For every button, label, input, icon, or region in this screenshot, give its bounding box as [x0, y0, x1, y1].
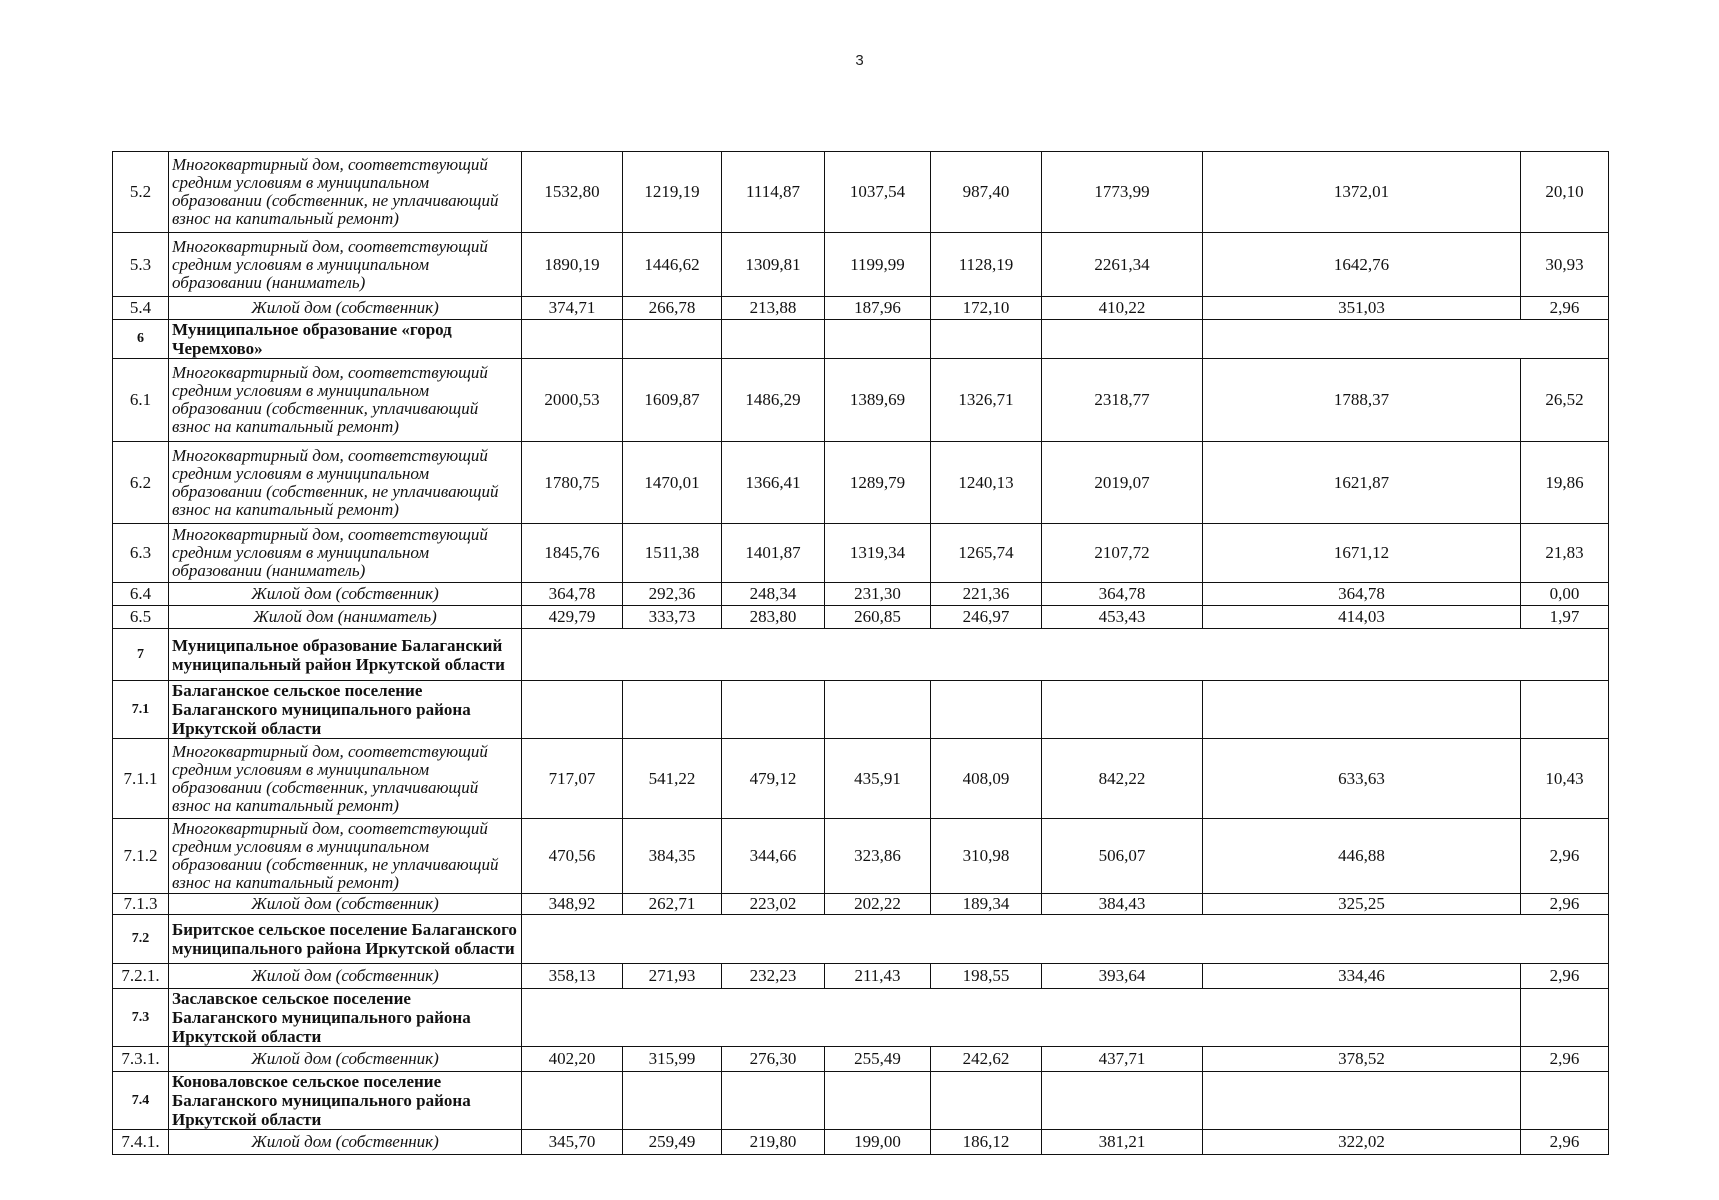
value-cell: 348,92 [522, 894, 623, 915]
value-cell: 541,22 [623, 739, 722, 819]
empty-cell [931, 681, 1042, 739]
value-cell: 506,07 [1042, 819, 1203, 894]
empty-cell [1203, 681, 1521, 739]
row-number: 5.3 [113, 233, 169, 297]
row-number: 7.1 [113, 681, 169, 739]
value-cell: 325,25 [1203, 894, 1521, 915]
value-cell: 2,96 [1521, 1047, 1609, 1072]
value-cell: 21,83 [1521, 524, 1609, 583]
value-cell: 1326,71 [931, 359, 1042, 442]
table-row [113, 964, 1609, 989]
value-cell: 1511,38 [623, 524, 722, 583]
value-cell: 232,23 [722, 964, 825, 989]
value-cell: 1532,80 [522, 152, 623, 233]
row-number: 7 [113, 629, 169, 681]
empty-cell [623, 1072, 722, 1130]
empty-cell [1521, 989, 1609, 1047]
value-cell: 1199,99 [825, 233, 931, 297]
value-cell: 1780,75 [522, 442, 623, 524]
value-cell: 358,13 [522, 964, 623, 989]
value-cell: 213,88 [722, 297, 825, 320]
row-number: 6.3 [113, 524, 169, 583]
value-cell: 2000,53 [522, 359, 623, 442]
value-cell: 2019,07 [1042, 442, 1203, 524]
table-row [113, 442, 1609, 524]
empty-cell [931, 1072, 1042, 1130]
table-row [113, 152, 1609, 233]
value-cell: 202,22 [825, 894, 931, 915]
section-title: Биритское сельское поселение Балаганского муниципального района Иркутской области [169, 915, 522, 964]
row-number: 7.1.1 [113, 739, 169, 819]
value-cell: 2,96 [1521, 297, 1609, 320]
value-cell: 384,35 [623, 819, 722, 894]
value-cell: 1114,87 [722, 152, 825, 233]
value-cell: 364,78 [522, 583, 623, 606]
value-cell: 1309,81 [722, 233, 825, 297]
empty-cell [825, 681, 931, 739]
row-description: Жилой дом (собственник) [169, 583, 522, 606]
value-cell: 393,64 [1042, 964, 1203, 989]
value-cell: 186,12 [931, 1130, 1042, 1155]
value-cell: 470,56 [522, 819, 623, 894]
table-row [113, 894, 1609, 915]
row-description: Многоквартирный дом, соответствующий средним условиям в муниципальном образовании (собственник, уплачивающий взнос на капитальный ремонт) [169, 359, 522, 442]
value-cell: 260,85 [825, 606, 931, 629]
row-number: 7.1.3 [113, 894, 169, 915]
value-cell: 271,93 [623, 964, 722, 989]
row-number: 7.2 [113, 915, 169, 964]
table-row [113, 233, 1609, 297]
value-cell: 20,10 [1521, 152, 1609, 233]
value-cell: 1,97 [1521, 606, 1609, 629]
tariff-table [112, 151, 1609, 1155]
value-cell: 2107,72 [1042, 524, 1203, 583]
section-row [113, 320, 1609, 359]
empty-cell [722, 681, 825, 739]
value-cell: 1671,12 [1203, 524, 1521, 583]
value-cell: 479,12 [722, 739, 825, 819]
value-cell: 1621,87 [1203, 442, 1521, 524]
value-cell: 1788,37 [1203, 359, 1521, 442]
empty-cell [522, 629, 1609, 681]
section-row [113, 989, 1609, 1047]
row-description: Многоквартирный дом, соответствующий средним условиям в муниципальном образовании (собственник, не уплачивающий взнос на капитальный ремонт) [169, 152, 522, 233]
empty-cell [522, 915, 1609, 964]
value-cell: 255,49 [825, 1047, 931, 1072]
row-number: 6.5 [113, 606, 169, 629]
section-title: Балаганское сельское поселение Балаганского муниципального района Иркутской области [169, 681, 522, 739]
value-cell: 198,55 [931, 964, 1042, 989]
row-description: Многоквартирный дом, соответствующий средним условиям в муниципальном образовании (собственник, уплачивающий взнос на капитальный ремонт) [169, 739, 522, 819]
row-number: 7.3 [113, 989, 169, 1047]
value-cell: 364,78 [1203, 583, 1521, 606]
value-cell: 315,99 [623, 1047, 722, 1072]
section-row [113, 681, 1609, 739]
section-row [113, 1072, 1609, 1130]
value-cell: 378,52 [1203, 1047, 1521, 1072]
empty-cell [1203, 1072, 1521, 1130]
value-cell: 2,96 [1521, 819, 1609, 894]
value-cell: 344,66 [722, 819, 825, 894]
value-cell: 2261,34 [1042, 233, 1203, 297]
value-cell: 842,22 [1042, 739, 1203, 819]
section-title: Муниципальное образование Балаганский муниципальный район Иркутской области [169, 629, 522, 681]
section-title: Коноваловское сельское поселение Балаганского муниципального района Иркутской области [169, 1072, 522, 1130]
row-description: Многоквартирный дом, соответствующий средним условиям в муниципальном образовании (наниматель) [169, 233, 522, 297]
table-row [113, 583, 1609, 606]
value-cell: 242,62 [931, 1047, 1042, 1072]
value-cell: 26,52 [1521, 359, 1609, 442]
value-cell: 410,22 [1042, 297, 1203, 320]
value-cell: 1265,74 [931, 524, 1042, 583]
value-cell: 345,70 [522, 1130, 623, 1155]
row-description: Жилой дом (наниматель) [169, 606, 522, 629]
value-cell: 402,20 [522, 1047, 623, 1072]
value-cell: 633,63 [1203, 739, 1521, 819]
page-number: 3 [855, 52, 864, 69]
section-title: Муниципальное образование «город Черемхово» [169, 320, 522, 359]
row-description: Жилой дом (собственник) [169, 1047, 522, 1072]
value-cell: 1389,69 [825, 359, 931, 442]
value-cell: 262,71 [623, 894, 722, 915]
row-number: 5.4 [113, 297, 169, 320]
value-cell: 248,34 [722, 583, 825, 606]
row-number: 7.2.1. [113, 964, 169, 989]
value-cell: 199,00 [825, 1130, 931, 1155]
value-cell: 1128,19 [931, 233, 1042, 297]
empty-cell [522, 989, 1521, 1047]
value-cell: 276,30 [722, 1047, 825, 1072]
row-description: Многоквартирный дом, соответствующий средним условиям в муниципальном образовании (наниматель) [169, 524, 522, 583]
value-cell: 323,86 [825, 819, 931, 894]
table-row [113, 1130, 1609, 1155]
value-cell: 717,07 [522, 739, 623, 819]
value-cell: 1773,99 [1042, 152, 1203, 233]
value-cell: 435,91 [825, 739, 931, 819]
empty-cell [1042, 1072, 1203, 1130]
value-cell: 2,96 [1521, 964, 1609, 989]
value-cell: 223,02 [722, 894, 825, 915]
empty-cell [1042, 681, 1203, 739]
empty-cell [1042, 320, 1203, 359]
value-cell: 266,78 [623, 297, 722, 320]
value-cell: 1401,87 [722, 524, 825, 583]
empty-cell [931, 320, 1042, 359]
row-description: Жилой дом (собственник) [169, 1130, 522, 1155]
empty-cell [722, 320, 825, 359]
value-cell: 1845,76 [522, 524, 623, 583]
value-cell: 246,97 [931, 606, 1042, 629]
value-cell: 384,43 [1042, 894, 1203, 915]
value-cell: 408,09 [931, 739, 1042, 819]
row-description: Многоквартирный дом, соответствующий средним условиям в муниципальном образовании (собственник, не уплачивающий взнос на капитальный ремонт) [169, 442, 522, 524]
value-cell: 30,93 [1521, 233, 1609, 297]
section-row [113, 629, 1609, 681]
empty-cell [1203, 320, 1609, 359]
value-cell: 1289,79 [825, 442, 931, 524]
value-cell: 364,78 [1042, 583, 1203, 606]
empty-cell [623, 320, 722, 359]
value-cell: 1470,01 [623, 442, 722, 524]
value-cell: 310,98 [931, 819, 1042, 894]
table-row [113, 359, 1609, 442]
table-row [113, 739, 1609, 819]
row-number: 6 [113, 320, 169, 359]
value-cell: 437,71 [1042, 1047, 1203, 1072]
value-cell: 292,36 [623, 583, 722, 606]
table-row [113, 297, 1609, 320]
row-number: 6.4 [113, 583, 169, 606]
table-row [113, 524, 1609, 583]
value-cell: 1366,41 [722, 442, 825, 524]
row-description: Жилой дом (собственник) [169, 297, 522, 320]
value-cell: 1037,54 [825, 152, 931, 233]
value-cell: 374,71 [522, 297, 623, 320]
empty-cell [623, 681, 722, 739]
value-cell: 231,30 [825, 583, 931, 606]
empty-cell [522, 1072, 623, 1130]
value-cell: 333,73 [623, 606, 722, 629]
value-cell: 2318,77 [1042, 359, 1203, 442]
row-description: Жилой дом (собственник) [169, 894, 522, 915]
row-description: Многоквартирный дом, соответствующий средним условиям в муниципальном образовании (собственник, не уплачивающий взнос на капитальный ремонт) [169, 819, 522, 894]
value-cell: 172,10 [931, 297, 1042, 320]
row-number: 7.4 [113, 1072, 169, 1130]
value-cell: 1372,01 [1203, 152, 1521, 233]
row-number: 7.4.1. [113, 1130, 169, 1155]
value-cell: 429,79 [522, 606, 623, 629]
empty-cell [522, 681, 623, 739]
value-cell: 1609,87 [623, 359, 722, 442]
value-cell: 2,96 [1521, 894, 1609, 915]
section-row [113, 915, 1609, 964]
value-cell: 381,21 [1042, 1130, 1203, 1155]
value-cell: 453,43 [1042, 606, 1203, 629]
value-cell: 19,86 [1521, 442, 1609, 524]
empty-cell [1521, 1072, 1609, 1130]
value-cell: 322,02 [1203, 1130, 1521, 1155]
value-cell: 1890,19 [522, 233, 623, 297]
value-cell: 446,88 [1203, 819, 1521, 894]
value-cell: 2,96 [1521, 1130, 1609, 1155]
value-cell: 414,03 [1203, 606, 1521, 629]
row-number: 5.2 [113, 152, 169, 233]
value-cell: 1219,19 [623, 152, 722, 233]
value-cell: 1642,76 [1203, 233, 1521, 297]
value-cell: 221,36 [931, 583, 1042, 606]
value-cell: 1319,34 [825, 524, 931, 583]
value-cell: 1446,62 [623, 233, 722, 297]
table-row [113, 1047, 1609, 1072]
value-cell: 259,49 [623, 1130, 722, 1155]
row-number: 7.3.1. [113, 1047, 169, 1072]
row-number: 6.2 [113, 442, 169, 524]
empty-cell [522, 320, 623, 359]
value-cell: 0,00 [1521, 583, 1609, 606]
value-cell: 1240,13 [931, 442, 1042, 524]
value-cell: 351,03 [1203, 297, 1521, 320]
row-description: Жилой дом (собственник) [169, 964, 522, 989]
value-cell: 189,34 [931, 894, 1042, 915]
value-cell: 334,46 [1203, 964, 1521, 989]
value-cell: 211,43 [825, 964, 931, 989]
value-cell: 187,96 [825, 297, 931, 320]
value-cell: 10,43 [1521, 739, 1609, 819]
section-title: Заславское сельское поселение Балаганского муниципального района Иркутской области [169, 989, 522, 1047]
row-number: 7.1.2 [113, 819, 169, 894]
table-row [113, 819, 1609, 894]
empty-cell [825, 1072, 931, 1130]
table-row [113, 606, 1609, 629]
value-cell: 987,40 [931, 152, 1042, 233]
empty-cell [722, 1072, 825, 1130]
empty-cell [1521, 681, 1609, 739]
value-cell: 219,80 [722, 1130, 825, 1155]
row-number: 6.1 [113, 359, 169, 442]
empty-cell [825, 320, 931, 359]
value-cell: 1486,29 [722, 359, 825, 442]
value-cell: 283,80 [722, 606, 825, 629]
